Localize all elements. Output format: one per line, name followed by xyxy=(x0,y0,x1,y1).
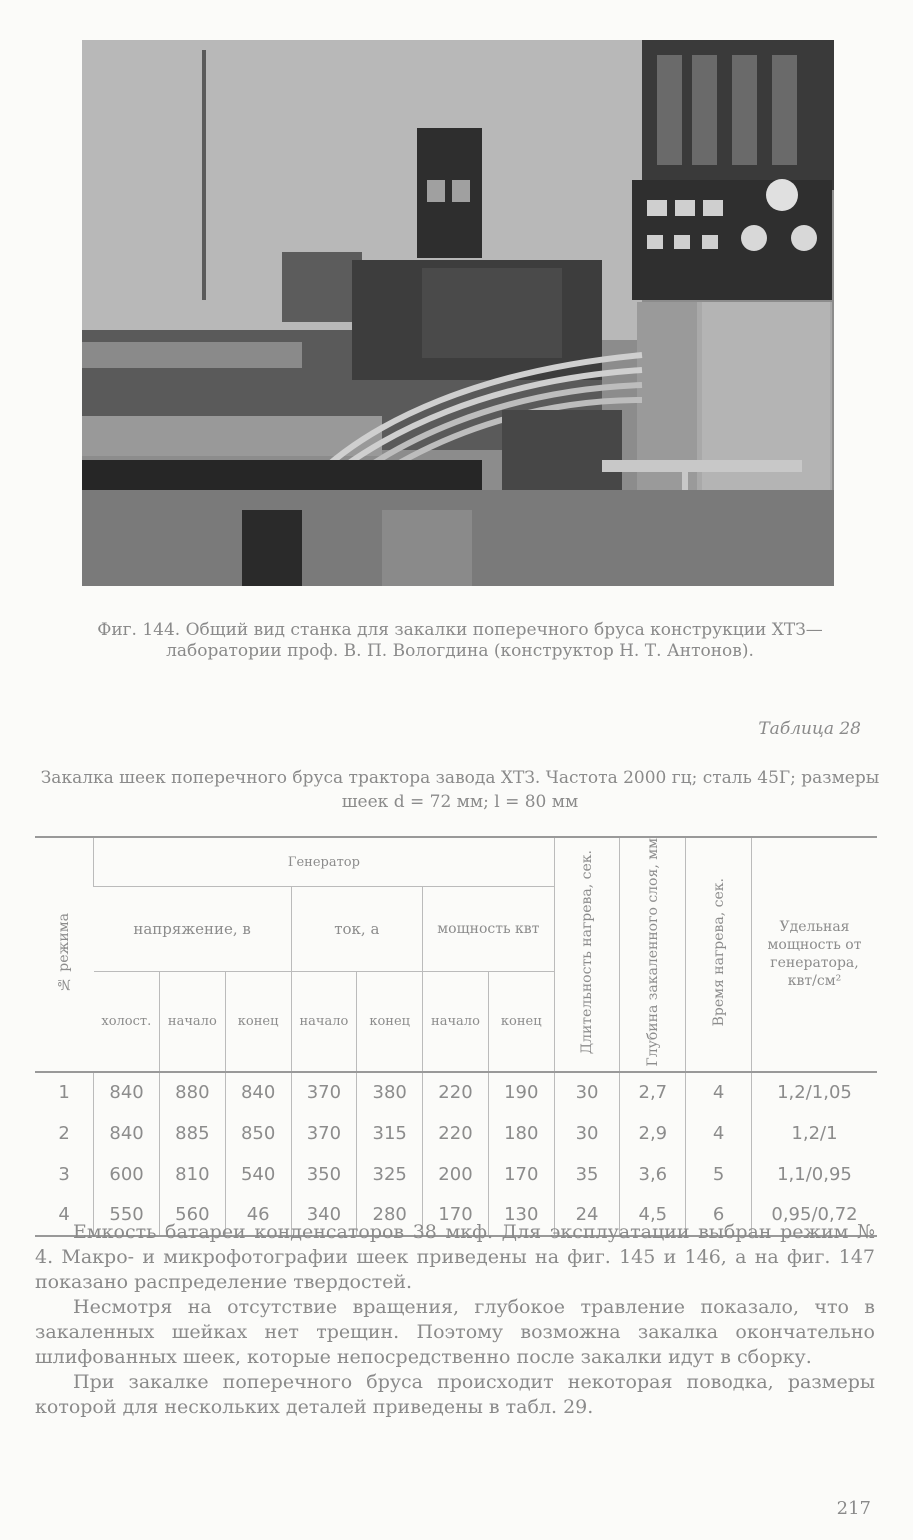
table-cell: 370 xyxy=(291,1072,357,1113)
table-cell: 840 xyxy=(94,1072,160,1113)
table-cell: 220 xyxy=(423,1072,489,1113)
table-cell: 1 xyxy=(58,1082,70,1104)
data-table-wrapper xyxy=(35,836,877,1237)
table-number: Таблица 28 xyxy=(758,719,861,739)
table-cell: 340 xyxy=(291,1195,357,1236)
table-cell: 46 xyxy=(225,1195,291,1236)
table-cell: 24 xyxy=(554,1195,620,1236)
data-table xyxy=(35,836,877,1237)
paragraph: Емкость батареи конденсаторов 38 мкф. Для эксплуатации выбран режим № 4. Макро- и микрофотографии шеек приведены на фиг. 145 и 146, а на фиг. 147 показано распределение твердостей. xyxy=(35,1221,875,1293)
header-depth: Глубина закаленного слоя, мм xyxy=(620,837,686,1072)
header-mode: № режима xyxy=(35,837,94,1072)
table-cell: 2,7 xyxy=(620,1072,686,1113)
table-cell: 350 xyxy=(291,1154,357,1195)
table-cell: 220 xyxy=(423,1113,489,1154)
table-cell: 200 xyxy=(423,1154,489,1195)
table-cell: 600 xyxy=(94,1154,160,1195)
table-cell: 1,2/1 xyxy=(752,1113,878,1154)
page-number: 217 xyxy=(836,1498,871,1519)
table-cell: 885 xyxy=(159,1113,225,1154)
table-cell: 4 xyxy=(58,1204,70,1226)
table-cell: 315 xyxy=(357,1113,423,1154)
table-row xyxy=(35,1154,877,1195)
header-current: ток, а xyxy=(291,887,423,972)
table-cell: 560 xyxy=(159,1195,225,1236)
table-cell: 4,5 xyxy=(620,1195,686,1236)
table-cell: 370 xyxy=(291,1113,357,1154)
table-cell: 550 xyxy=(94,1195,160,1236)
table-cell: 4 xyxy=(686,1072,752,1113)
machine-photo xyxy=(82,40,834,586)
table-cell: 190 xyxy=(488,1072,554,1113)
header-power: мощность квт xyxy=(423,887,555,972)
table-cell: 2 xyxy=(58,1122,70,1144)
header-generator: Генератор xyxy=(94,837,554,887)
subheader-power-end: конец xyxy=(488,972,554,1072)
header-heating-time: Время нагрева, сек. xyxy=(686,837,752,1072)
table-cell: 30 xyxy=(554,1072,620,1113)
table-cell: 30 xyxy=(554,1113,620,1154)
table-cell: 325 xyxy=(357,1154,423,1195)
subheader-voltage-end: конец xyxy=(225,972,291,1072)
figure-caption: Фиг. 144. Общий вид станка для закалки поперечного бруса конструкции ХТЗ—лаборатории проф. В. П. Вологдина (конструктор Н. Т. Антонов). xyxy=(97,620,823,661)
subheader-voltage-start: начало xyxy=(159,972,225,1072)
header-specific-power: Удельная мощность от генератора, квт/см² xyxy=(752,837,878,1072)
table-cell: 2,9 xyxy=(620,1113,686,1154)
table-row xyxy=(35,1072,877,1113)
table-cell: 3 xyxy=(58,1163,70,1185)
table-cell: 35 xyxy=(554,1154,620,1195)
subheader-voltage-idle: холост. xyxy=(94,972,160,1072)
table-cell: 880 xyxy=(159,1072,225,1113)
table-row xyxy=(35,1113,877,1154)
table-cell: 130 xyxy=(488,1195,554,1236)
header-duration: Длительность нагрева, сек. xyxy=(554,837,620,1072)
subheader-power-start: начало xyxy=(423,972,489,1072)
table-cell: 180 xyxy=(488,1113,554,1154)
paragraph: При закалке поперечного бруса происходит некоторая поводка, размеры которой для нескольких деталей приведены в табл. 29. xyxy=(35,1371,875,1418)
table-cell: 170 xyxy=(423,1195,489,1236)
table-cell: 3,6 xyxy=(620,1154,686,1195)
table-cell: 380 xyxy=(357,1072,423,1113)
table-cell: 810 xyxy=(159,1154,225,1195)
table-cell: 850 xyxy=(225,1113,291,1154)
table-cell: 840 xyxy=(94,1113,160,1154)
table-cell: 840 xyxy=(225,1072,291,1113)
table-cell: 170 xyxy=(488,1154,554,1195)
table-cell: 540 xyxy=(225,1154,291,1195)
table-cell: 0,95/0,72 xyxy=(752,1195,878,1236)
header-voltage: напряжение, в xyxy=(94,887,291,972)
paragraph: Несмотря на отсутствие вращения, глубокое травление показало, что в закаленных шейках нет трещин. Поэтому возможна закалка окончательно шлифованных шеек, которые непосредственно после закалки идут в сборку. xyxy=(35,1296,875,1368)
subheader-current-end: конец xyxy=(357,972,423,1072)
table-title: Закалка шеек поперечного бруса трактора завода ХТЗ. Частота 2000 гц; сталь 45Г; размеры шеек d = 72 мм; l = 80 мм xyxy=(40,768,880,812)
table-cell: 280 xyxy=(357,1195,423,1236)
table-cell: 4 xyxy=(686,1113,752,1154)
body-text xyxy=(35,1220,875,1420)
table-cell: 6 xyxy=(686,1195,752,1236)
subheader-current-start: начало xyxy=(291,972,357,1072)
table-cell: 1,1/0,95 xyxy=(752,1154,878,1195)
table-cell: 5 xyxy=(686,1154,752,1195)
table-cell: 1,2/1,05 xyxy=(752,1072,878,1113)
